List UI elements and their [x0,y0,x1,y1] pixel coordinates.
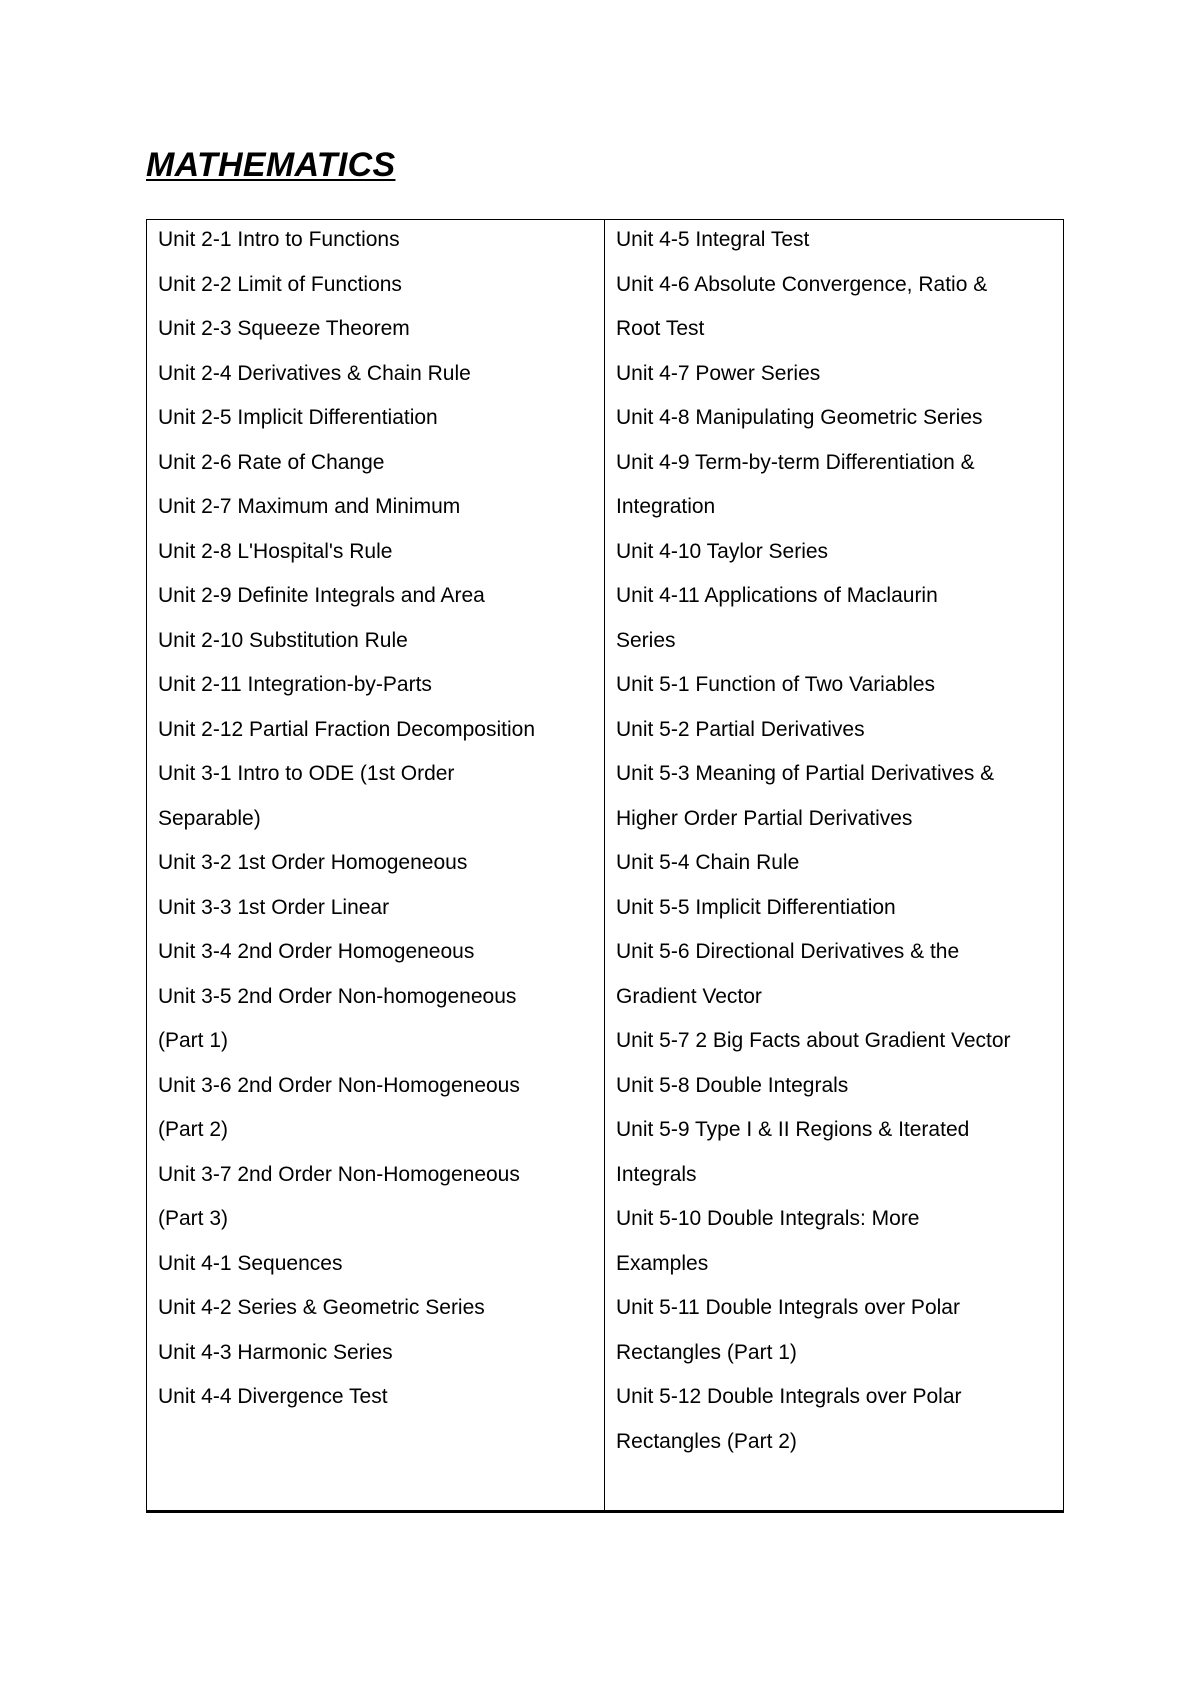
list-item: Unit 5-6 Directional Derivatives & the [616,940,960,963]
units-table [146,219,1064,1513]
list-item: Unit 4-11 Applications of Maclaurin [616,584,938,607]
list-item: Gradient Vector [616,984,762,1008]
left-unit-list [147,218,604,1420]
list-item: Unit 3-6 2nd Order Non-Homogeneous [158,1073,520,1097]
list-item: Series [616,628,676,652]
list-item: (Part 3) [158,1207,229,1230]
list-item: Unit 3-3 1st Order Linear [158,895,390,919]
list-item: Unit 5-8 Double Integrals [616,1073,849,1097]
list-item: Unit 2-11 Integration-by-Parts [158,673,432,696]
list-item: Unit 2-6 Rate of Change [158,450,385,474]
left-column-cell [147,220,605,1512]
list-item: Examples [616,1251,709,1275]
list-item: Rectangles (Part 2) [616,1429,797,1453]
list-item: Unit 4-4 Divergence Test [158,1385,388,1408]
list-item: Unit 3-1 Intro to ODE (1st Order [158,762,455,785]
list-item: Unit 5-10 Double Integrals: More [616,1207,920,1230]
list-item: Unit 2-3 Squeeze Theorem [158,317,410,340]
list-item: Unit 3-7 2nd Order Non-Homogeneous [158,1162,520,1186]
list-item: Unit 3-2 1st Order Homogeneous [158,851,468,874]
list-item: (Part 2) [158,1118,229,1141]
list-item: Unit 4-9 Term-by-term Differentiation & [616,450,975,474]
list-item: Integrals [616,1162,697,1186]
list-item: Unit 5-11 Double Integrals over Polar [616,1296,960,1319]
list-item: Root Test [616,317,705,340]
list-item: Unit 2-8 L'Hospital's Rule [158,539,393,563]
list-item: Unit 4-8 Manipulating Geometric Series [616,406,983,429]
list-item: Unit 5-4 Chain Rule [616,851,800,874]
list-item: Unit 4-10 Taylor Series [616,539,829,563]
list-item: Unit 5-9 Type I & II Regions & Iterated [616,1118,970,1141]
list-item: Unit 5-2 Partial Derivatives [616,717,865,741]
table-row [147,220,1064,1512]
page-title: MATHEMATICS [146,146,396,184]
list-item: Unit 3-5 2nd Order Non-homogeneous [158,984,517,1008]
list-item: Unit 2-9 Definite Integrals and Area [158,584,485,607]
list-item: Unit 4-5 Integral Test [616,228,810,251]
list-item: Unit 4-6 Absolute Convergence, Ratio & [616,272,988,296]
list-item: Separable) [158,806,261,830]
list-item: Unit 4-3 Harmonic Series [158,1340,393,1364]
list-item: Higher Order Partial Derivatives [616,806,913,830]
list-item: Unit 2-5 Implicit Differentiation [158,406,438,429]
list-item: Unit 2-12 Partial Fraction Decomposition [158,717,535,741]
right-column-cell [605,220,1064,1512]
list-item: Unit 4-1 Sequences [158,1251,343,1275]
list-item: Unit 3-4 2nd Order Homogeneous [158,940,475,963]
list-item: Unit 5-5 Implicit Differentiation [616,895,896,919]
list-item: Integration [616,495,716,518]
list-item: Unit 4-7 Power Series [616,361,821,385]
list-item: Unit 2-10 Substitution Rule [158,628,408,652]
list-item: Unit 5-12 Double Integrals over Polar [616,1385,962,1408]
right-unit-list [605,218,1063,1464]
list-item: Unit 2-1 Intro to Functions [158,228,400,251]
list-item: Unit 5-1 Function of Two Variables [616,673,936,696]
list-item: Unit 4-2 Series & Geometric Series [158,1296,485,1319]
list-item: Rectangles (Part 1) [616,1340,797,1364]
list-item: Unit 2-2 Limit of Functions [158,272,402,296]
list-item: Unit 5-7 2 Big Facts about Gradient Vector [616,1029,1011,1052]
list-item: Unit 5-3 Meaning of Partial Derivatives & [616,762,995,785]
list-item: Unit 2-4 Derivatives & Chain Rule [158,361,471,385]
list-item: Unit 2-7 Maximum and Minimum [158,495,461,518]
list-item: (Part 1) [158,1029,229,1052]
